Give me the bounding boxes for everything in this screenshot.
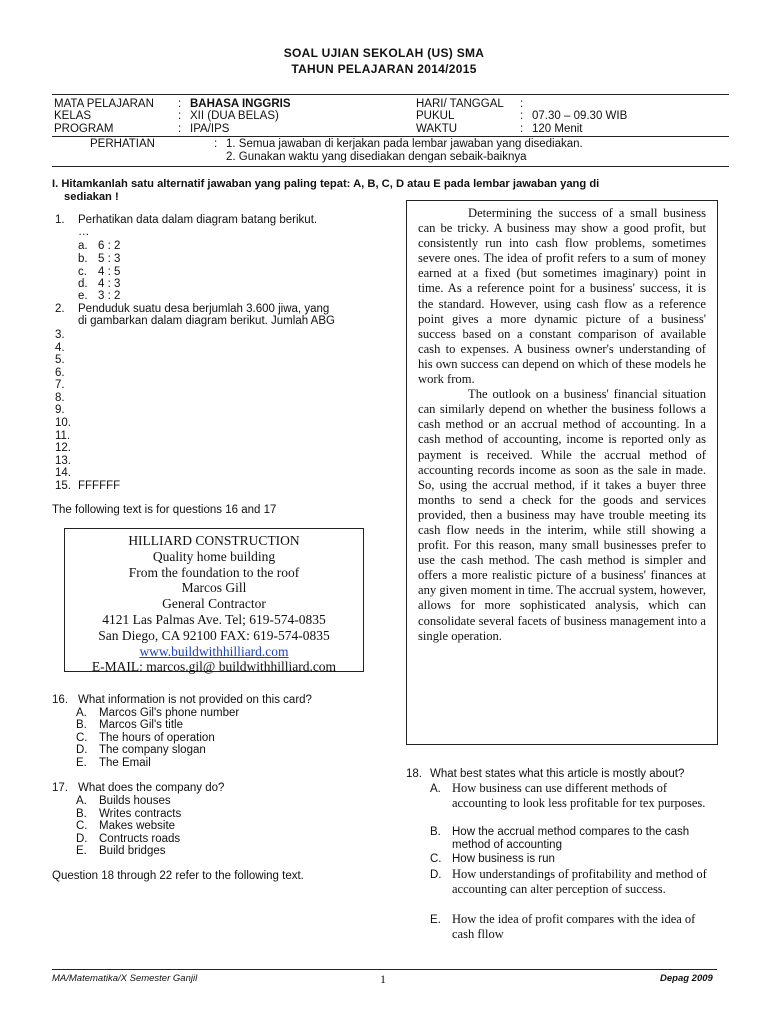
- card-slogan-2: From the foundation to the roof: [128, 564, 300, 580]
- q1-option-letter: a.: [78, 240, 88, 252]
- q17-number: 17.: [52, 782, 68, 794]
- q16-option-letter: A.: [76, 707, 87, 719]
- q1-option-text: 4 : 5: [98, 266, 121, 278]
- kelas-label: KELAS: [54, 110, 92, 122]
- mapel-value: BAHASA INGGRIS: [190, 98, 291, 110]
- q17-option-letter: C.: [76, 820, 88, 832]
- colon: :: [520, 110, 524, 122]
- q16-option-text: Marcos Gil's phone number: [99, 707, 240, 719]
- card-city-fax: San Diego, CA 92100 FAX: 619-574-0835: [98, 627, 330, 643]
- waktu-value: 120 Menit: [532, 123, 583, 135]
- text-intro-16-17: The following text is for questions 16 and 17: [52, 504, 277, 516]
- q16-option-text: The Email: [99, 757, 151, 769]
- q1-option-letter: b.: [78, 253, 88, 265]
- passage-paragraph-2: The outlook on a business' financial situation can similarly depend on whether the business follows a cash method or an accrual method of accounting. In a cash method of accounting, income is reported only as payment is received. While the accrual method of accounting records income as soon as the sale in made. So, using the accrual method, if it takes a buyer three months to send a check for the goods and services provided, then a business may have trouble meeting its cash flow needs in the interim, while still showing a profit. For this reason, many small businesses prefer to use the cash method. The cash method is simpler and offers a more realistic picture of a business' finances at any given moment in time. The accrual system, however, allows for more sophisticated analysis, which can consolidate several facets of business management into a single operation.: [418, 387, 706, 643]
- q18-option-letter: A.: [430, 783, 441, 795]
- passage-paragraph-1: Determining the success of a small business can be tricky. A business may show a good profit, but consistently run into cash flow problems, sometimes severe ones. The idea of profit refers to a sum of money earned at a fixed (but sometimes imaginary) point in time. As a reference point for a business' success, it is the standard. However, using cash flow as a reference point gives a more dynamic picture of a business' success based on a constant comparison of available cash to expenses. A business owner's understanding of his own success can depend on which of these models he work from.: [418, 206, 706, 387]
- waktu-label: WAKTU: [416, 123, 458, 135]
- instruction-cont: sediakan !: [64, 191, 119, 203]
- card-person-name: Marcos Gill: [181, 580, 247, 596]
- q1-option-text: 4 : 3: [98, 278, 121, 290]
- perhatian-label: PERHATIAN: [90, 138, 155, 150]
- colon: :: [178, 123, 182, 135]
- question-number: 10.: [55, 417, 71, 429]
- card-address-tel: 4121 Las Palmas Ave. Tel; 619-574-0835: [102, 611, 326, 627]
- pukul-label: PUKUL: [416, 110, 455, 122]
- q18-number: 18.: [406, 768, 422, 780]
- card-slogan: Quality home building: [152, 548, 276, 564]
- q17-option-letter: E.: [76, 845, 87, 857]
- question-number: 12.: [55, 442, 71, 454]
- q1-ellipsis: …: [78, 226, 90, 238]
- question-number: 9.: [55, 404, 65, 416]
- question-number: 5.: [55, 354, 65, 366]
- q2-number: 2.: [55, 303, 65, 315]
- q17-option-text: Builds houses: [99, 795, 171, 807]
- question-number: 7.: [55, 379, 65, 391]
- business-card: [64, 528, 364, 675]
- card-email: E-MAIL: marcos.gil@ buildwithhilliard.com: [91, 659, 337, 675]
- q15-number: 15.: [55, 480, 71, 492]
- colon: :: [178, 110, 182, 122]
- text-intro-18-22: Question 18 through 22 refer to the following text.: [52, 870, 304, 882]
- q18-option-letter: D.: [430, 869, 442, 881]
- question-number: 11.: [55, 430, 71, 442]
- q17-option-letter: A.: [76, 795, 87, 807]
- reading-passage: [406, 200, 718, 745]
- q1-option-text: 6 : 2: [98, 240, 121, 252]
- footer-subject: MA/Matematika/X Semester Ganjil: [52, 973, 198, 984]
- q17-option-text: Contructs roads: [99, 833, 181, 845]
- question-number: 14.: [55, 467, 71, 479]
- q1-option-text: 5 : 3: [98, 253, 121, 265]
- q18-option-letter: C.: [430, 853, 442, 865]
- header-top-rule: [52, 94, 729, 95]
- footer-publisher: Depag 2009: [660, 973, 713, 984]
- q18-option-text: How business is run: [452, 853, 555, 865]
- header-mid-rule: [52, 136, 729, 137]
- q1-option-letter: d.: [78, 278, 88, 290]
- mapel-label: MATA PELAJARAN: [54, 98, 154, 110]
- q17-option-letter: D.: [76, 833, 88, 845]
- instruction: I. Hitamkanlah satu alternatif jawaban yang paling tepat: A, B, C, D atau E pada lembar jawaban yang di: [52, 178, 600, 190]
- q17-option-letter: B.: [76, 808, 87, 820]
- hari-label: HARI/ TANGGAL: [416, 98, 504, 110]
- q1-option-letter: c.: [78, 266, 87, 278]
- program-value: IPA/IPS: [190, 123, 230, 135]
- perhatian-item-1: 1. Semua jawaban di kerjakan pada lembar jawaban yang disediakan.: [226, 138, 583, 150]
- q18-option-letter: B.: [430, 826, 441, 838]
- exam-year: TAHUN PELAJARAN 2014/2015: [291, 62, 477, 76]
- q1-option-letter: e.: [78, 290, 88, 302]
- q16-option-letter: E.: [76, 757, 87, 769]
- q16-number: 16.: [52, 694, 68, 706]
- pukul-value: 07.30 – 09.30 WIB: [532, 110, 628, 122]
- perhatian-item-2: 2. Gunakan waktu yang disediakan dengan sebaik-baiknya: [226, 151, 527, 163]
- q1-option-text: 3 : 2: [98, 290, 121, 302]
- q2-text: Penduduk suatu desa berjumlah 3.600 jiwa, yang: [78, 303, 330, 315]
- q17-option-text: Writes contracts: [99, 808, 182, 820]
- card-website-link[interactable]: www.buildwithhilliard.com: [139, 643, 289, 659]
- program-label: PROGRAM: [54, 123, 114, 135]
- q16-option-text: Marcos Gil's title: [99, 719, 183, 731]
- footer-rule: [52, 969, 717, 970]
- q17-option-text: Makes website: [99, 820, 176, 832]
- q18-option-text: How the idea of profit compares with the idea of cash fllow: [452, 912, 696, 941]
- q2-text-cont: di gambarkan dalam diagram berikut. Jumlah ABG: [78, 315, 335, 327]
- question-number: 6.: [55, 367, 65, 379]
- q17-text: What does the company do?: [78, 782, 225, 794]
- page-number: 1: [380, 972, 386, 986]
- q15-text: FFFFFF: [78, 480, 121, 492]
- colon: :: [520, 98, 524, 110]
- q18-option-letter: E.: [430, 914, 441, 926]
- card-person-title: General Contractor: [162, 596, 266, 612]
- colon: :: [214, 138, 218, 150]
- q16-option-letter: C.: [76, 732, 88, 744]
- colon: :: [178, 98, 182, 110]
- colon: :: [520, 123, 524, 135]
- q18-option-text: How business can use different methods of accounting to look less profitable for tex purposes.: [452, 781, 706, 810]
- q18-option-text: How understandings of profitability and method of accounting can alter perception of success.: [452, 867, 707, 896]
- q16-option-letter: D.: [76, 744, 88, 756]
- exam-title: SOAL UJIAN SEKOLAH (US) SMA: [283, 46, 485, 60]
- q1-text: Perhatikan data dalam diagram batang berikut.: [78, 214, 318, 226]
- question-number: 8.: [55, 392, 65, 404]
- kelas-value: XII (DUA BELAS): [190, 110, 279, 122]
- q1-number: 1.: [55, 214, 65, 226]
- question-number: 4.: [55, 342, 65, 354]
- q16-option-letter: B.: [76, 719, 87, 731]
- card-company-name: HILLIARD CONSTRUCTION: [128, 533, 300, 548]
- question-number: 13.: [55, 455, 71, 467]
- header-bottom-rule: [52, 166, 729, 167]
- q17-option-text: Build bridges: [99, 845, 166, 857]
- q18-option-text: How the accrual method compares to the cash method of accounting: [452, 826, 690, 851]
- q16-option-text: The hours of operation: [99, 732, 215, 744]
- question-number: 3.: [55, 329, 65, 341]
- q16-option-text: The company slogan: [99, 744, 206, 756]
- q16-text: What information is not provided on this card?: [78, 694, 312, 706]
- q18-text: What best states what this article is mostly about?: [430, 768, 685, 780]
